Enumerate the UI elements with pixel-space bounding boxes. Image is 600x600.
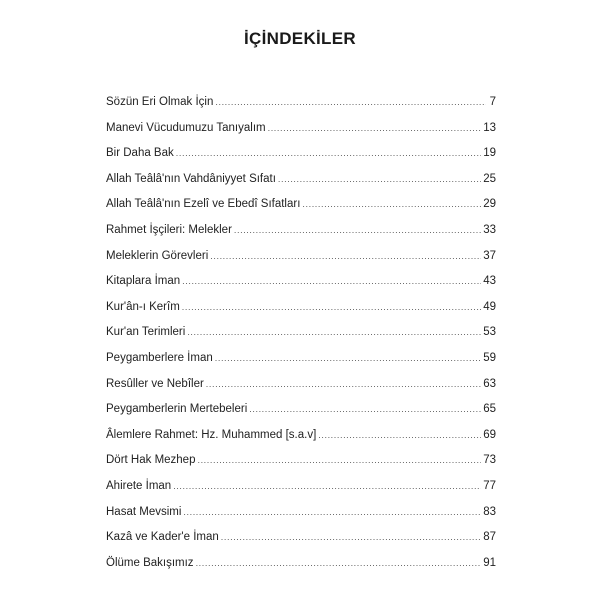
toc-entry-title: Hasat Mevsimi (106, 505, 182, 518)
toc-entry-page-number: 33 (483, 223, 496, 236)
toc-entry-title: Allah Teâlâ'nın Vahdâniyyet Sıfatı (106, 172, 276, 185)
toc-entry (106, 96, 496, 122)
toc-entry (106, 557, 496, 583)
toc-entry-page-number: 43 (483, 275, 496, 288)
toc-entry (106, 352, 496, 378)
toc-entry (106, 531, 496, 557)
toc-entry (106, 480, 496, 506)
toc-entry-title: Kazâ ve Kader'e İman (106, 531, 219, 544)
toc-entry-title: Peygamberlerin Mertebeleri (106, 403, 248, 416)
dot-leader (183, 507, 481, 517)
dot-leader (234, 225, 481, 235)
toc-entry-page-number: 25 (483, 172, 496, 185)
toc-entry (106, 275, 496, 301)
page-title: İÇİNDEKİLER (244, 29, 356, 49)
dot-leader (182, 302, 481, 312)
dot-leader (173, 481, 481, 491)
toc-entry-title: Dört Hak Mezhep (106, 454, 196, 467)
dot-leader (215, 353, 481, 363)
toc-entry-page-number: 29 (483, 198, 496, 211)
toc-entry (106, 173, 496, 199)
toc-entry-title: Bir Daha Bak (106, 147, 174, 160)
toc-entry-title: Rahmet İşçileri: Melekler (106, 223, 232, 236)
toc-entry (106, 403, 496, 429)
dot-leader (176, 148, 481, 158)
toc-entry (106, 301, 496, 327)
dot-leader (196, 558, 482, 568)
toc-entry-page-number: 37 (483, 249, 496, 262)
toc-entry-title: Ahirete İman (106, 479, 172, 492)
dot-leader (215, 97, 486, 107)
dot-leader (268, 123, 482, 133)
toc-entry (106, 454, 496, 480)
toc-entry (106, 250, 496, 276)
toc-entry-page-number: 91 (483, 556, 496, 569)
dot-leader (206, 379, 481, 389)
toc-entry-title: Peygamberlere İman (106, 351, 213, 364)
toc-entry-title: Kur'ân-ı Kerîm (106, 300, 180, 313)
toc-entry-title: Manevi Vücudumuzu Tanıyalım (106, 121, 266, 134)
toc-entry-title: Allah Teâlâ'nın Ezelî ve Ebedî Sıfatları (106, 198, 301, 211)
dot-leader (318, 430, 481, 440)
dot-leader (278, 174, 481, 184)
toc-entry-page-number: 63 (483, 377, 496, 390)
toc-entry (106, 429, 496, 455)
toc-entry-title: Meleklerin Görevleri (106, 249, 209, 262)
toc-entry-page-number: 19 (483, 147, 496, 160)
dot-leader (302, 199, 481, 209)
toc-entry (106, 198, 496, 224)
toc-entry-page-number: 65 (483, 403, 496, 416)
dot-leader (210, 251, 481, 261)
toc-entry (106, 147, 496, 173)
toc-entry (106, 378, 496, 404)
toc-entry (106, 224, 496, 250)
dot-leader (197, 455, 481, 465)
toc-entry-page-number: 83 (483, 505, 496, 518)
toc-entry (106, 122, 496, 148)
toc-entry-title: Âlemlere Rahmet: Hz. Muhammed [s.a.v] (106, 428, 317, 441)
toc-entry-title: Kur'an Terimleri (106, 326, 186, 339)
toc-entry-page-number: 49 (483, 300, 496, 313)
toc-entry-page-number: 13 (483, 121, 496, 134)
toc-entry-page-number: 87 (483, 531, 496, 544)
toc-entry-page-number: 77 (483, 479, 496, 492)
dot-leader (249, 404, 481, 414)
dot-leader (187, 327, 481, 337)
toc-entry-title: Sözün Eri Olmak İçin (106, 96, 214, 108)
toc-entry-title: Resûller ve Nebîler (106, 377, 204, 390)
dot-leader (221, 532, 481, 542)
toc-entry-page-number: 73 (483, 454, 496, 467)
toc-entry (106, 506, 496, 532)
toc-entry (106, 326, 496, 352)
toc-entry-page-number: 7 (489, 96, 496, 108)
dot-leader (182, 276, 481, 286)
toc-entry-title: Ölüme Bakışımız (106, 556, 194, 569)
table-of-contents (106, 96, 496, 582)
toc-entry-page-number: 59 (483, 351, 496, 364)
toc-entry-page-number: 69 (483, 428, 496, 441)
toc-entry-page-number: 53 (483, 326, 496, 339)
toc-entry-title: Kitaplara İman (106, 275, 181, 288)
